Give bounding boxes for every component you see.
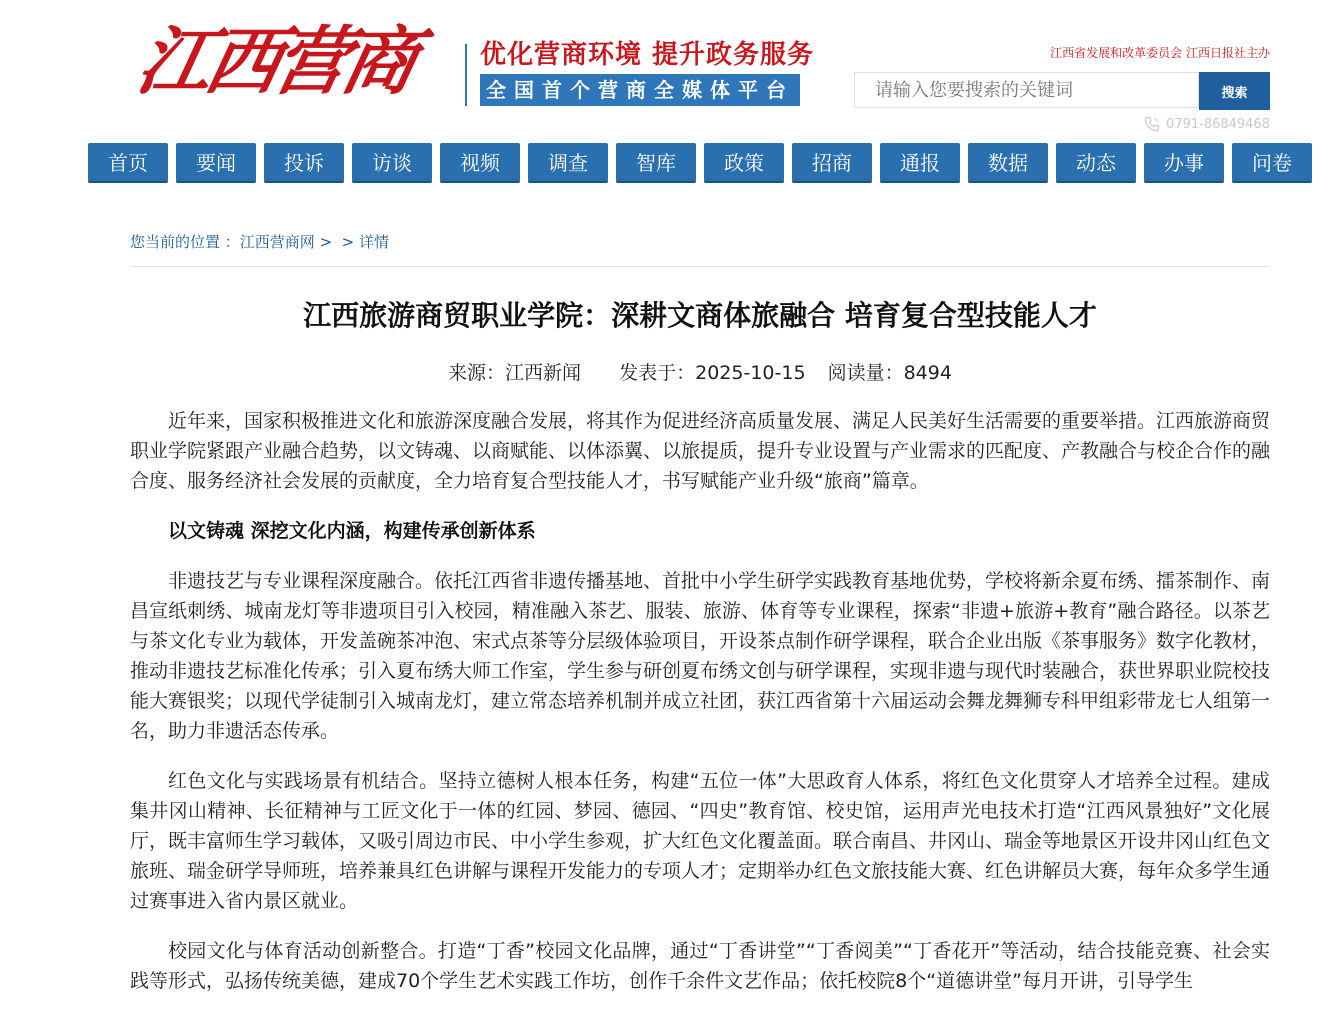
nav-item-questionnaire[interactable]: 问卷 xyxy=(1232,143,1312,183)
breadcrumb-separator: > xyxy=(314,233,337,251)
article-title: 江西旅游商贸职业学院：深耕文商体旅融合 培育复合型技能人才 xyxy=(303,299,1097,332)
breadcrumb-home-link[interactable]: 江西营商网 xyxy=(239,233,315,251)
article-meta xyxy=(130,358,1270,385)
article-paragraph: 非遗技艺与专业课程深度融合。依托江西省非遗传播基地、首批中小学生研学实践教育基地优势，学校将新余夏布绣、擂茶制作、南昌宣纸刺绣、城南龙灯等非遗项目引入校园，精准融入茶艺、服装、旅游、体育等专业课程，探索“非遗+旅游+教育”融合路径。以茶艺与茶文化专业为载体，开发盖碗茶冲泡、宋式点茶等分层级体验项目，开设茶点制作研学课程，联合企业出版《茶事服务》数字化教材，推动非遗技艺标准化传承；引入夏布绣大师工作室，学生参与研创夏布绣文创与研学课程，实现非遗与现代时装融合，获世界职业院校技能大赛银奖；以现代学徒制引入城南龙灯，建立常态培养机制并成立社团，获江西省第十六届运动会舞龙舞狮专科甲组彩带龙七人组第一名，助力非遗活态传承。 xyxy=(130,570,1271,742)
breadcrumb-prefix: 您当前的位置 ： xyxy=(130,233,240,251)
nav-item-investment[interactable]: 招商 xyxy=(792,143,872,183)
breadcrumb xyxy=(130,231,389,252)
host-organizations: 江西省发展和改革委员会 江西日报社主办 xyxy=(1050,46,1270,60)
article-paragraph: 近年来，国家积极推进文化和旅游深度融合发展，将其作为促进经济高质量发展、满足人民美好生活需要的重要举措。江西旅游商贸职业学院紧跟产业融合趋势，以文铸魂、以商赋能、以体添翼、以旅提质，提升专业设置与产业需求的匹配度、产教融合与校企合作的融合度、服务经济社会发展的贡献度，全力培育复合型技能人才，书写赋能产业升级“旅商”篇章。 xyxy=(130,410,1271,492)
article-body xyxy=(130,406,1270,1016)
nav-item-complaints[interactable]: 投诉 xyxy=(264,143,344,183)
nav-item-surveys[interactable]: 调查 xyxy=(528,143,608,183)
nav-item-interviews[interactable]: 访谈 xyxy=(352,143,432,183)
nav-item-updates[interactable]: 动态 xyxy=(1056,143,1136,183)
breadcrumb-separator: > xyxy=(336,233,360,251)
nav-item-bulletins[interactable]: 通报 xyxy=(880,143,960,183)
nav-item-policy[interactable]: 政策 xyxy=(704,143,784,183)
article-read-count: 阅读量：8494 xyxy=(827,362,952,384)
phone-number: 0791-86849468 xyxy=(1166,116,1270,132)
search-box xyxy=(854,72,1199,108)
slogan-line2: 全国首个营商全媒体平台 xyxy=(480,74,800,106)
header-rule xyxy=(130,266,1270,267)
nav-item-news[interactable]: 要闻 xyxy=(176,143,256,183)
nav-item-think-tank[interactable]: 智库 xyxy=(616,143,696,183)
nav-item-videos[interactable]: 视频 xyxy=(440,143,520,183)
slogan-line1: 优化营商环境 提升政务服务 xyxy=(480,40,815,70)
search-input[interactable] xyxy=(855,73,1198,107)
article-paragraph: 校园文化与体育活动创新整合。打造“丁香”校园文化品牌，通过“丁香讲堂”“丁香阅美”“丁香花开”等活动，结合技能竞赛、社会实践等形式，弘扬传统美德，建成70个学生艺术实践工作坊，创作千余件文艺作品；依托校院8个“道德讲堂”每月开讲，引导学生 xyxy=(130,940,1270,992)
phone-icon xyxy=(1144,116,1160,132)
contact-phone xyxy=(1144,116,1270,132)
nav-item-home[interactable]: 首页 xyxy=(88,143,168,183)
main-nav xyxy=(88,143,1312,183)
nav-item-data[interactable]: 数据 xyxy=(968,143,1048,183)
article-source: 来源：江西新闻 xyxy=(448,362,582,384)
article-date: 发表于：2025-10-15 xyxy=(619,362,806,384)
site-logo[interactable] xyxy=(128,10,448,114)
article-subheading: 以文铸魂 深挖文化内涵，构建传承创新体系 xyxy=(168,520,536,542)
breadcrumb-current: 详情 xyxy=(359,233,390,251)
header-divider xyxy=(465,44,467,106)
search-button[interactable]: 搜索 xyxy=(1199,72,1270,110)
nav-item-services[interactable]: 办事 xyxy=(1144,143,1224,183)
logo-text: 江西营商 xyxy=(129,19,421,105)
article-paragraph: 红色文化与实践场景有机结合。坚持立德树人根本任务，构建“五位一体”大思政育人体系，将红色文化贯穿人才培养全过程。建成集井冈山精神、长征精神与工匠文化于一体的红园、梦园、德园、“四史”教育馆、校史馆，运用声光电技术打造“江西风景独好”文化展厅，既丰富师生学习载体，又吸引周边市民、中小学生参观，扩大红色文化覆盖面。联合南昌、井冈山、瑞金等地景区开设井冈山红色文旅班、瑞金研学导师班，培养兼具红色讲解与课程开发能力的专项人才；定期举办红色文旅技能大赛、红色讲解员大赛，每年众多学生通过赛事进入省内景区就业。 xyxy=(130,770,1271,912)
